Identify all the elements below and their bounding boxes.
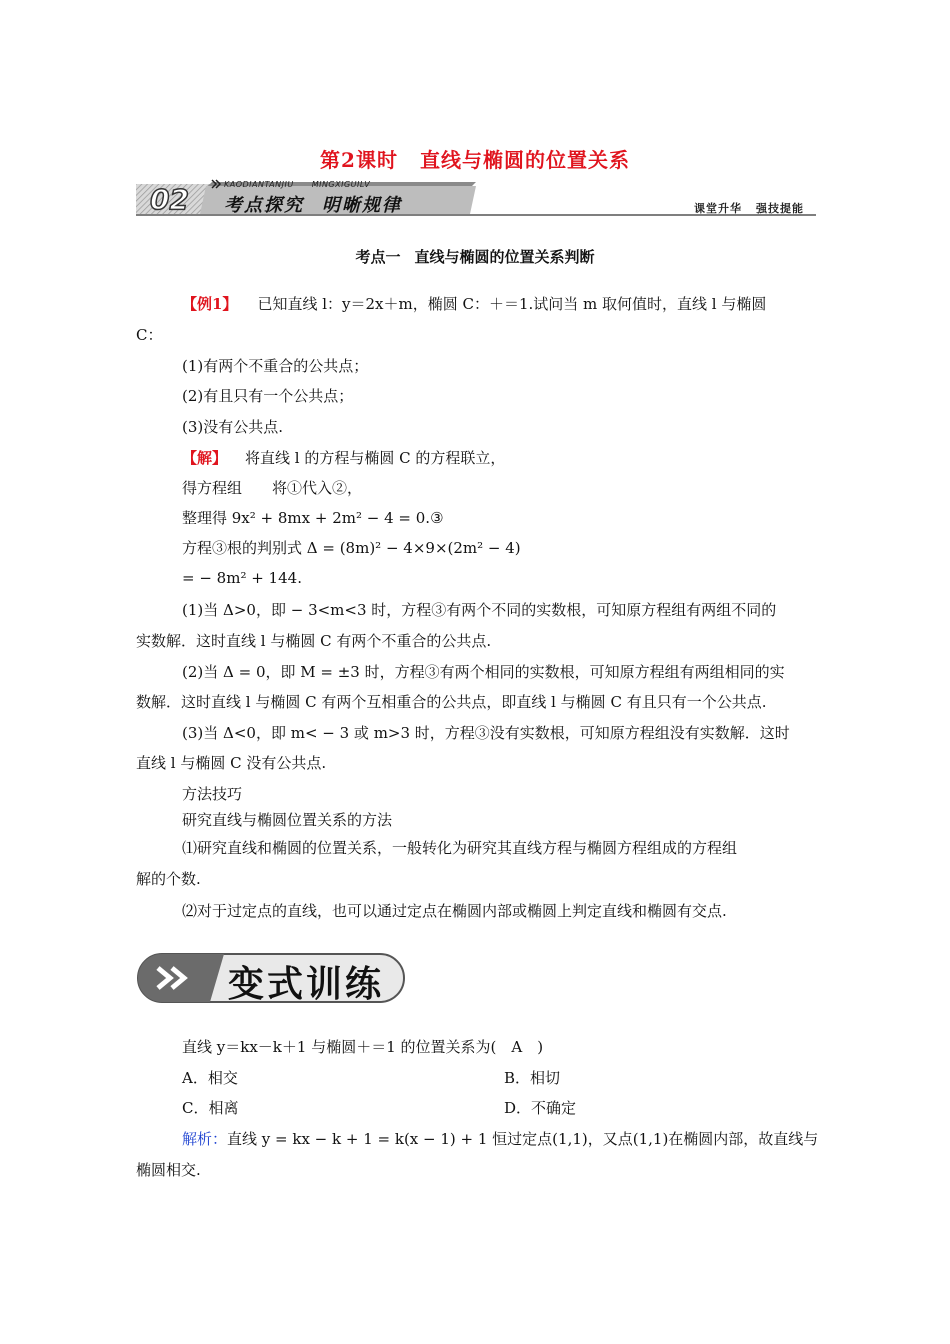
drill-title: 变式训练 — [228, 963, 385, 1005]
case-2-line-b: 数解．这时直线 l 与椭圆 C 有两个互相重合的公共点，即直线 l 与椭圆 C 有且只有一个公共点. — [136, 693, 767, 711]
banner-number: 02 — [150, 183, 189, 216]
lesson-number: 第2课时 — [320, 148, 398, 172]
case-3-line-a: (3)当 Δ<0，即 m< − 3 或 m>3 时，方程③没有实数根，可知原方程组没有实数解．这时 — [182, 724, 790, 742]
option-d: D．不确定 — [504, 1099, 577, 1117]
banner-subtitle — [224, 180, 370, 189]
solution-line-3: 整理得 9x² + 8mx + 2m² − 4 = 0.③ — [182, 509, 444, 527]
option-c: C．相离 — [182, 1099, 239, 1117]
drill-question: 直线 y＝kx－k＋1 与椭圆＋＝1 的位置关系为( A ) — [182, 1038, 544, 1056]
section-label: 考点一 — [355, 248, 401, 266]
section-topic: 直线与椭圆的位置关系判断 — [414, 248, 595, 266]
answer-line-a — [182, 1129, 818, 1149]
solution-label: 【解】 — [182, 449, 228, 467]
case-3-line-b: 直线 l 与椭圆 C 没有公共点. — [136, 754, 327, 772]
banner-sub-left: KAODIANTANJIU — [224, 180, 294, 189]
solution-line-2: 得方程组 将①代入②， — [182, 479, 363, 497]
example-text: 已知直线 l：y＝2x＋m，椭圆 C：＋＝1.试问当 m 取何值时，直线 l 与椭圆 — [257, 295, 767, 313]
banner-main-left: 考点探究 — [224, 195, 304, 216]
example-line-1 — [182, 294, 816, 314]
answer-text: 直线 y = kx − k + 1 = k(x − 1) + 1 恒过定点(1,1)，又点(1,1)在椭圆内部，故直线与 — [227, 1130, 819, 1148]
case-1-line-b: 实数解．这时直线 l 与椭圆 C 有两个不重合的公共点. — [136, 632, 492, 650]
method-item-1a: ⑴研究直线和椭圆的位置关系，一般转化为研究其直线方程与椭圆方程组成的方程组 — [182, 839, 738, 857]
case-1-line-a: (1)当 Δ>0，即 − 3<m<3 时，方程③有两个不同的实数根，可知原方程组有两组不同的 — [182, 601, 777, 619]
banner-main-right: 明晰规律 — [322, 195, 402, 216]
example-label: 【例1】 — [182, 295, 238, 313]
case-2-line-a: (2)当 Δ = 0，即 M = ±3 时，方程③有两个相同的实数根，可知原方程组有两组相同的实 — [182, 663, 785, 681]
lesson-topic: 直线与椭圆的位置关系 — [419, 148, 630, 172]
question-3: (3)没有公共点. — [182, 418, 284, 436]
option-a: A．相交 — [182, 1069, 238, 1087]
banner-sub-right: MINGXIGUILV — [311, 180, 371, 189]
method-item-1b: 解的个数. — [136, 870, 201, 888]
option-b: B．相切 — [504, 1069, 561, 1087]
method-item-2: ⑵对于过定点的直线，也可以通过定点在椭圆内部或椭圆上判定直线和椭圆有交点. — [182, 902, 727, 920]
answer-line-b: 椭圆相交. — [136, 1161, 201, 1179]
banner-main-title — [224, 191, 402, 217]
answer-label: 解析： — [182, 1130, 228, 1148]
solution-text: 将直线 l 的方程与椭圆 C 的方程联立， — [245, 449, 506, 467]
question-1: (1)有两个不重合的公共点； — [182, 357, 369, 375]
solution-line-4: 方程③根的判别式 Δ = (8m)² − 4×9×(2m² − 4) — [182, 539, 521, 557]
banner-right-caption — [694, 200, 804, 216]
question-2: (2)有且只有一个公共点； — [182, 387, 354, 405]
banner-right-right: 强技提能 — [756, 202, 804, 215]
method-heading: 方法技巧 — [182, 785, 243, 803]
drill-banner — [136, 950, 408, 1008]
lesson-title — [0, 144, 950, 173]
solution-line-1 — [182, 448, 505, 468]
section-banner — [136, 178, 816, 218]
solution-line-5: = − 8m² + 144. — [182, 569, 302, 587]
method-subheading: 研究直线与椭圆位置关系的方法 — [182, 811, 393, 829]
banner-right-left: 课堂升华 — [694, 202, 742, 215]
section-heading — [0, 246, 950, 267]
example-line-2: C： — [136, 326, 163, 344]
